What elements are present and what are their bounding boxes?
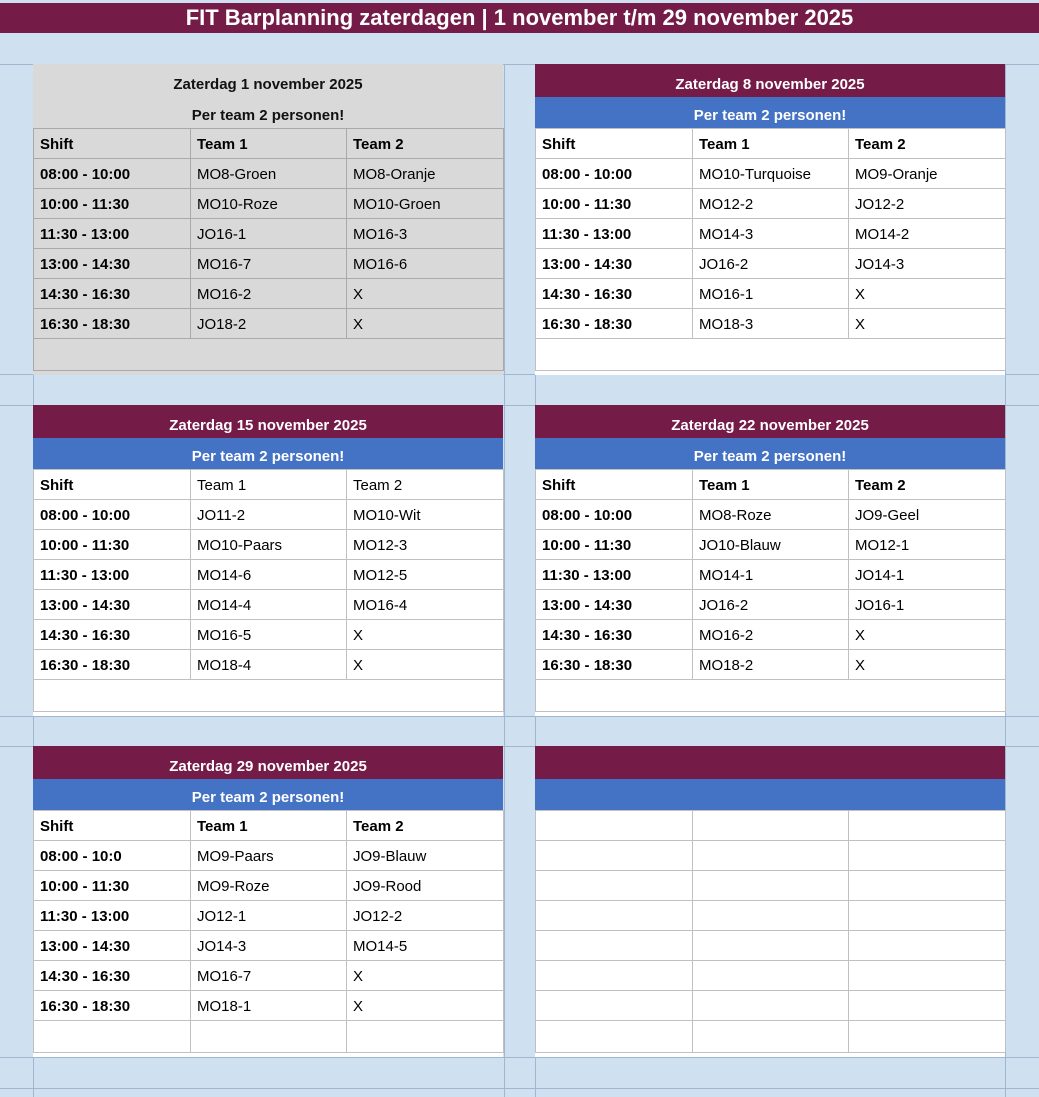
shift-cell: 10:00 - 11:30 — [34, 530, 191, 560]
table-row — [536, 219, 1006, 249]
blank-row — [34, 339, 504, 371]
header-row — [34, 811, 504, 841]
table-row — [536, 961, 1006, 991]
table-row — [536, 901, 1006, 931]
team1-cell: JO11-2 — [191, 500, 347, 530]
table-row — [536, 159, 1006, 189]
shift-cell — [536, 961, 693, 991]
table-row — [536, 871, 1006, 901]
table-row — [536, 500, 1006, 530]
blank-cell — [693, 1021, 849, 1053]
team1-header: Team 1 — [191, 470, 347, 500]
panel-note: Per team 2 personen! — [33, 438, 503, 469]
panel-note: Per team 2 personen! — [33, 97, 503, 128]
team2-cell: MO12-3 — [347, 530, 504, 560]
shift-cell: 08:00 - 10:00 — [34, 500, 191, 530]
team1-cell: MO16-1 — [693, 279, 849, 309]
table-row — [34, 530, 504, 560]
shift-cell: 14:30 - 16:30 — [34, 620, 191, 650]
blank-row — [536, 680, 1006, 712]
shift-cell: 11:30 - 13:00 — [34, 560, 191, 590]
team1-cell: JO16-2 — [693, 249, 849, 279]
table-row — [34, 189, 504, 219]
shift-cell: 11:30 - 13:00 — [536, 560, 693, 590]
team2-cell: JO16-1 — [849, 590, 1006, 620]
team2-cell: MO10-Wit — [347, 500, 504, 530]
table-row — [34, 961, 504, 991]
team2-cell: MO8-Oranje — [347, 159, 504, 189]
team2-header: Team 2 — [347, 811, 504, 841]
team1-cell: MO8-Roze — [693, 500, 849, 530]
team1-cell: MO16-7 — [191, 961, 347, 991]
table-row — [536, 650, 1006, 680]
schedule-table — [535, 469, 1006, 712]
team2-cell: MO16-4 — [347, 590, 504, 620]
team1-cell: MO16-7 — [191, 249, 347, 279]
blank-cell — [34, 339, 504, 371]
shift-cell: 13:00 - 14:30 — [34, 590, 191, 620]
team1-header: Team 1 — [191, 129, 347, 159]
team1-cell — [693, 961, 849, 991]
panel-date — [535, 746, 1005, 779]
blank-row — [536, 339, 1006, 371]
team2-cell: X — [347, 309, 504, 339]
shift-header: Shift — [34, 470, 191, 500]
team2-cell: X — [347, 961, 504, 991]
shift-cell: 16:30 - 18:30 — [34, 309, 191, 339]
team1-cell: MO14-1 — [693, 560, 849, 590]
shift-header: Shift — [34, 129, 191, 159]
blank-cell — [347, 1021, 504, 1053]
table-row — [34, 620, 504, 650]
schedule-panel-22-november — [535, 405, 1005, 716]
shift-cell: 10:00 - 11:30 — [34, 871, 191, 901]
panel-date: Zaterdag 29 november 2025 — [33, 746, 503, 779]
team1-cell — [693, 841, 849, 871]
team1-cell: MO10-Paars — [191, 530, 347, 560]
team2-cell: X — [849, 620, 1006, 650]
panel-note — [535, 779, 1005, 810]
team2-cell: X — [347, 279, 504, 309]
table-row — [536, 841, 1006, 871]
header-row — [536, 129, 1006, 159]
table-row — [34, 249, 504, 279]
schedule-table — [535, 810, 1006, 1053]
table-row — [34, 590, 504, 620]
team1-cell: MO9-Roze — [191, 871, 347, 901]
shift-header: Shift — [34, 811, 191, 841]
team2-cell: MO16-3 — [347, 219, 504, 249]
table-row — [34, 841, 504, 871]
team1-cell: MO18-2 — [693, 650, 849, 680]
table-row — [536, 309, 1006, 339]
panel-date: Zaterdag 1 november 2025 — [33, 64, 503, 97]
team2-cell: MO14-2 — [849, 219, 1006, 249]
table-row — [34, 219, 504, 249]
table-row — [536, 279, 1006, 309]
shift-cell: 14:30 - 16:30 — [536, 620, 693, 650]
table-row — [34, 279, 504, 309]
shift-header — [536, 811, 693, 841]
team1-cell: MO18-4 — [191, 650, 347, 680]
shift-cell: 08:00 - 10:0 — [34, 841, 191, 871]
shift-header: Shift — [536, 470, 693, 500]
header-row — [34, 129, 504, 159]
table-row — [34, 500, 504, 530]
team1-header — [693, 811, 849, 841]
team2-cell: JO9-Rood — [347, 871, 504, 901]
shift-cell: 10:00 - 11:30 — [536, 189, 693, 219]
blank-cell — [191, 1021, 347, 1053]
blank-row — [34, 680, 504, 712]
schedule-table — [33, 810, 504, 1053]
panel-date: Zaterdag 22 november 2025 — [535, 405, 1005, 438]
schedule-panel-15-november — [33, 405, 503, 716]
team1-cell: MO16-5 — [191, 620, 347, 650]
team2-cell: MO16-6 — [347, 249, 504, 279]
team2-cell: MO12-1 — [849, 530, 1006, 560]
team1-cell — [693, 901, 849, 931]
schedule-panel-empty — [535, 746, 1005, 1057]
shift-header: Shift — [536, 129, 693, 159]
shift-cell: 16:30 - 18:30 — [536, 309, 693, 339]
team2-header: Team 2 — [849, 470, 1006, 500]
blank-cell — [536, 339, 1006, 371]
team1-cell: JO16-2 — [693, 590, 849, 620]
team2-cell: X — [347, 650, 504, 680]
team1-header: Team 1 — [693, 129, 849, 159]
team1-cell: JO18-2 — [191, 309, 347, 339]
table-row — [34, 931, 504, 961]
team1-cell: MO14-4 — [191, 590, 347, 620]
shift-cell: 13:00 - 14:30 — [34, 931, 191, 961]
team2-header: Team 2 — [347, 129, 504, 159]
team1-cell: MO14-3 — [693, 219, 849, 249]
team1-cell — [693, 931, 849, 961]
header-row — [34, 470, 504, 500]
schedule-panel-29-november — [33, 746, 503, 1057]
shift-cell: 14:30 - 16:30 — [34, 961, 191, 991]
blank-row — [536, 1021, 1006, 1053]
shift-cell — [536, 991, 693, 1021]
team1-cell — [693, 871, 849, 901]
shift-cell: 08:00 - 10:00 — [536, 500, 693, 530]
grid-line — [504, 64, 505, 1097]
shift-cell: 08:00 - 10:00 — [34, 159, 191, 189]
shift-cell: 13:00 - 14:30 — [34, 249, 191, 279]
grid-line — [0, 1088, 1039, 1089]
panel-date: Zaterdag 15 november 2025 — [33, 405, 503, 438]
table-row — [536, 249, 1006, 279]
schedule-panel-1-november — [33, 64, 503, 375]
schedule-table — [33, 469, 504, 712]
shift-cell: 13:00 - 14:30 — [536, 249, 693, 279]
team2-cell — [849, 931, 1006, 961]
team2-header — [849, 811, 1006, 841]
table-row — [34, 560, 504, 590]
team2-cell: JO9-Blauw — [347, 841, 504, 871]
header-row — [536, 811, 1006, 841]
team2-cell — [849, 901, 1006, 931]
shift-cell: 11:30 - 13:00 — [34, 219, 191, 249]
team1-cell: JO16-1 — [191, 219, 347, 249]
team2-cell: X — [849, 650, 1006, 680]
team2-header: Team 2 — [849, 129, 1006, 159]
team2-cell: MO14-5 — [347, 931, 504, 961]
table-row — [536, 620, 1006, 650]
grid-line — [0, 716, 1039, 717]
team2-cell: JO14-1 — [849, 560, 1006, 590]
schedule-table — [535, 128, 1006, 371]
team2-cell: JO14-3 — [849, 249, 1006, 279]
team1-cell: MO10-Turquoise — [693, 159, 849, 189]
shift-cell: 08:00 - 10:00 — [536, 159, 693, 189]
shift-cell: 11:30 - 13:00 — [536, 219, 693, 249]
table-row — [536, 991, 1006, 1021]
team1-cell: MO16-2 — [191, 279, 347, 309]
team2-cell: X — [347, 620, 504, 650]
table-row — [34, 901, 504, 931]
shift-cell: 14:30 - 16:30 — [536, 279, 693, 309]
team2-cell: MO9-Oranje — [849, 159, 1006, 189]
table-row — [34, 871, 504, 901]
team1-cell: MO8-Groen — [191, 159, 347, 189]
shift-cell: 13:00 - 14:30 — [536, 590, 693, 620]
team2-cell: X — [849, 309, 1006, 339]
team1-header: Team 1 — [693, 470, 849, 500]
shift-cell: 10:00 - 11:30 — [34, 189, 191, 219]
team1-cell: MO14-6 — [191, 560, 347, 590]
team1-cell — [693, 991, 849, 1021]
team1-header: Team 1 — [191, 811, 347, 841]
shift-cell — [536, 841, 693, 871]
grid-line — [0, 1057, 1039, 1058]
team1-cell: JO14-3 — [191, 931, 347, 961]
table-row — [536, 931, 1006, 961]
schedule-table — [33, 128, 504, 371]
header-row — [536, 470, 1006, 500]
shift-cell — [536, 871, 693, 901]
table-row — [34, 650, 504, 680]
shift-cell: 16:30 - 18:30 — [536, 650, 693, 680]
blank-cell — [536, 1021, 693, 1053]
table-row — [536, 560, 1006, 590]
team2-cell: MO10-Groen — [347, 189, 504, 219]
team2-cell — [849, 871, 1006, 901]
team1-cell: MO10-Roze — [191, 189, 347, 219]
team2-cell: MO12-5 — [347, 560, 504, 590]
team2-cell — [849, 841, 1006, 871]
team1-cell: MO16-2 — [693, 620, 849, 650]
page-title: FIT Barplanning zaterdagen | 1 november t/m 29 november 2025 — [0, 3, 1039, 33]
table-row — [536, 590, 1006, 620]
team2-cell: X — [849, 279, 1006, 309]
blank-cell — [536, 680, 1006, 712]
team2-cell: JO9-Geel — [849, 500, 1006, 530]
shift-cell: 10:00 - 11:30 — [536, 530, 693, 560]
table-row — [34, 991, 504, 1021]
team2-cell: JO12-2 — [347, 901, 504, 931]
team2-cell — [849, 991, 1006, 1021]
team1-cell: JO12-1 — [191, 901, 347, 931]
panel-note: Per team 2 personen! — [535, 97, 1005, 128]
team1-cell: MO18-3 — [693, 309, 849, 339]
team1-cell: MO9-Paars — [191, 841, 347, 871]
shift-cell: 11:30 - 13:00 — [34, 901, 191, 931]
team2-header: Team 2 — [347, 470, 504, 500]
blank-cell — [34, 1021, 191, 1053]
shift-cell: 14:30 - 16:30 — [34, 279, 191, 309]
team1-cell: JO10-Blauw — [693, 530, 849, 560]
team1-cell: MO12-2 — [693, 189, 849, 219]
panel-date: Zaterdag 8 november 2025 — [535, 64, 1005, 97]
panel-note: Per team 2 personen! — [535, 438, 1005, 469]
schedule-panel-8-november — [535, 64, 1005, 375]
table-row — [536, 189, 1006, 219]
blank-cell — [34, 680, 504, 712]
shift-cell — [536, 901, 693, 931]
shift-cell: 16:30 - 18:30 — [34, 650, 191, 680]
team2-cell — [849, 961, 1006, 991]
table-row — [34, 309, 504, 339]
table-row — [536, 530, 1006, 560]
team2-cell: JO12-2 — [849, 189, 1006, 219]
shift-cell: 16:30 - 18:30 — [34, 991, 191, 1021]
table-row — [34, 159, 504, 189]
blank-row — [34, 1021, 504, 1053]
team2-cell: X — [347, 991, 504, 1021]
blank-cell — [849, 1021, 1006, 1053]
panel-note: Per team 2 personen! — [33, 779, 503, 810]
team1-cell: MO18-1 — [191, 991, 347, 1021]
shift-cell — [536, 931, 693, 961]
